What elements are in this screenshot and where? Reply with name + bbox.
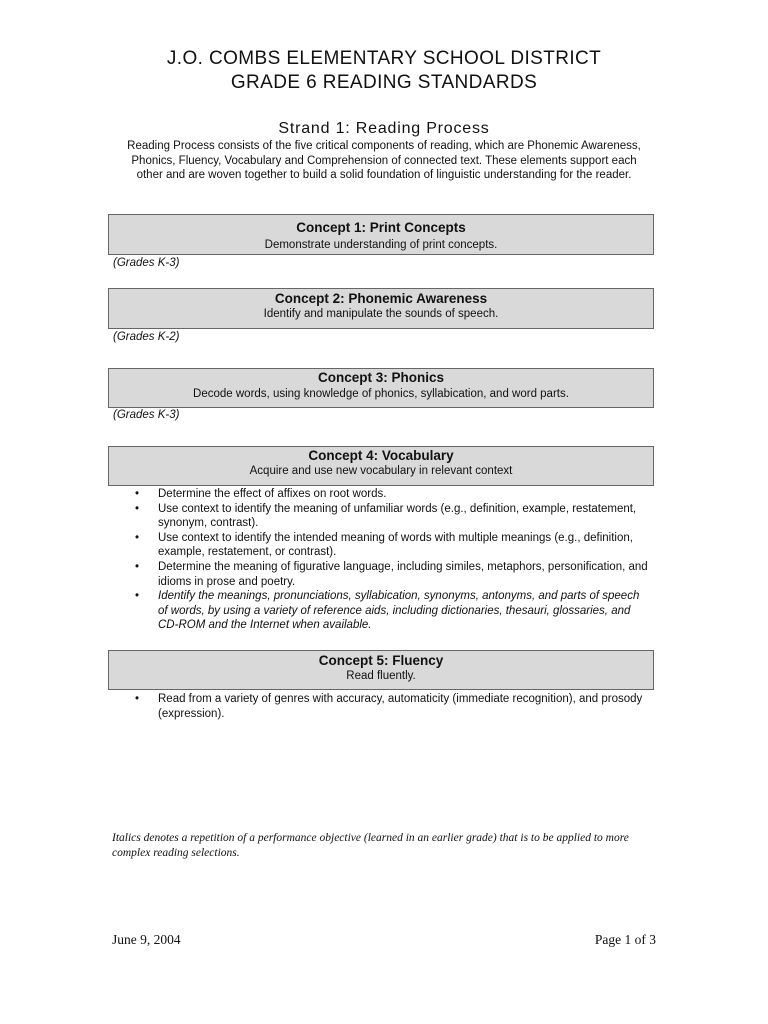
concept-5-title: Concept 5: Fluency <box>318 653 444 668</box>
concept-5-box <box>108 650 654 690</box>
italics-note: Italics denotes a repetition of a performance objective (learned in an earlier grade) that is to be applied to more complex reading selections. <box>112 832 629 859</box>
concept-3-box <box>108 368 654 408</box>
concept-4-description: Acquire and use new vocabulary in relevant context <box>249 465 513 477</box>
concept-2-title: Concept 2: Phonemic Awareness <box>274 291 488 306</box>
concept-1-description: Demonstrate understanding of print concepts. <box>264 239 498 251</box>
footer-date: June 9, 2004 <box>112 932 181 947</box>
document-subtitle: GRADE 6 READING STANDARDS <box>230 72 538 93</box>
list-item: • Determine the meaning of figurative language, including similes, metaphors, personification, and idioms in prose and poetry. <box>132 560 652 589</box>
list-item: • Read from a variety of genres with accuracy, automaticity (immediate recognition), and prosody (expression). <box>132 692 652 721</box>
list-item: • Identify the meanings, pronunciations, syllabication, synonyms, antonyms, and parts of speech of words, by using a variety of reference aids, including dictionaries, thesauri, glossaries, and CD-ROM and the Internet when available. <box>132 589 652 633</box>
concept-5-bullet-list <box>132 692 652 721</box>
concept-4-title: Concept 4: Vocabulary <box>308 448 454 463</box>
bullet-icon: • <box>134 488 140 500</box>
bullet-icon: • <box>134 560 140 573</box>
concept-2-description: Identify and manipulate the sounds of speech. <box>263 308 499 320</box>
concept-4-box <box>108 446 654 486</box>
list-item: • Determine the effect of affixes on root words. <box>132 487 652 502</box>
bullet-icon: • <box>134 502 140 515</box>
footer-page-number: Page 1 of 3 <box>594 932 656 947</box>
list-item: • Use context to identify the intended meaning of words with multiple meanings (e.g., definition, example, restatement, or contrast). <box>132 531 652 560</box>
strand-title: Strand 1: Reading Process <box>278 120 490 137</box>
concept-2-grades: (Grades K-2) <box>113 331 180 343</box>
concept-3-title: Concept 3: Phonics <box>317 370 444 385</box>
concept-3-grades: (Grades K-3) <box>113 409 180 421</box>
concept-5-description: Read fluently. <box>346 670 416 682</box>
concept-3-description: Decode words, using knowledge of phonics, syllabication, and word parts. <box>193 388 569 400</box>
strand-description: Reading Process consists of the five critical components of reading, which are Phonemic Awareness, Phonics, Fluency, Vocabulary and Comprehension of connected text. These elements support each other and are woven together to build a solid foundation of linguistic understanding for the reader. <box>127 140 641 182</box>
concept-4-bullet-list <box>132 487 652 633</box>
concept-1-box <box>108 214 654 255</box>
document-title: J.O. COMBS ELEMENTARY SCHOOL DISTRICT <box>166 48 602 69</box>
concept-1-title: Concept 1: Print Concepts <box>296 220 466 235</box>
bullet-icon: • <box>134 693 140 705</box>
list-item: • Use context to identify the meaning of unfamiliar words (e.g., definition, example, restatement, synonym, contrast). <box>132 502 652 531</box>
concept-1-grades: (Grades K-3) <box>113 257 180 269</box>
bullet-icon: • <box>134 531 140 544</box>
concept-2-box <box>108 288 654 329</box>
bullet-icon: • <box>134 590 140 603</box>
